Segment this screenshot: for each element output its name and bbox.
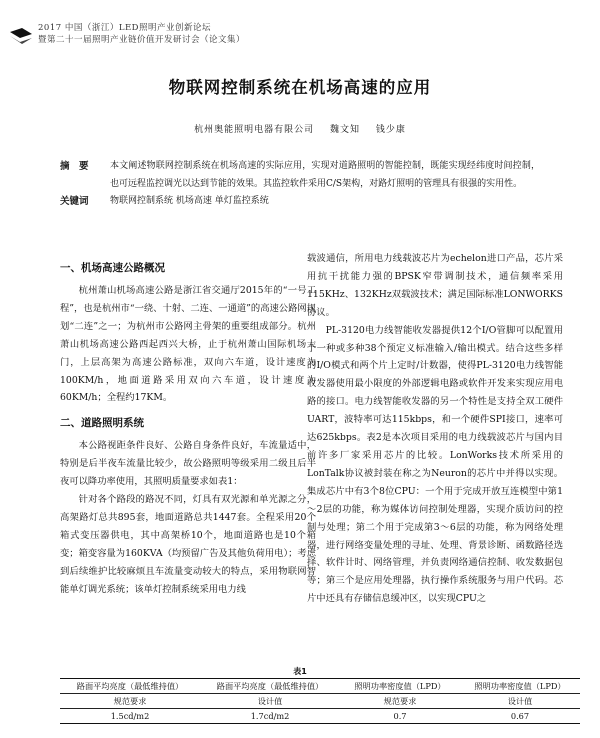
paper-title: 物联网控制系统在机场高速的应用 [168,78,432,97]
right-column [307,250,563,608]
section-2-heading: 二、道路照明系统 [60,417,144,430]
table-value-cell: 1.5cd/m2 [60,709,200,724]
author-2: 钱少康 [375,125,406,135]
table-caption: 表1 [293,667,307,676]
author-line [0,122,600,135]
author-1: 魏文知 [329,125,360,135]
table-header-cell: 照明功率密度值（LPD） [460,679,580,694]
table-value-cell: 0.7 [340,709,460,724]
keywords-label: 关键词 [60,196,89,207]
table-value-cell: 1.7cd/m2 [200,709,340,724]
table-value-cell: 0.67 [460,709,580,724]
abstract-label: 摘 要 [60,161,89,172]
table-header-cell: 路面平均亮度（最低维持值） [200,679,340,694]
running-header [38,22,245,46]
header-line-1: 2017 中国（浙江）LED照明产业创新论坛 [38,23,211,33]
keywords-text: 物联网控制系统 机场高速 单灯监控系统 [110,196,269,206]
section-2-paragraph-2: 针对各个路段的路况不同，灯具有双光源和单光源之分，高架路灯总共895套，地面道路总共1447套。全程采用20个箱式变压器供电，其中高架桥10个，地面道路也是10个箱变；箱变容量为160KVA（均预留广告及其他负荷用电）；考虑到后续维护比较麻烦且车流量变动较大的特点，采用物联网智能单灯调光系统；该单灯控制系统采用电力线 [60,494,316,595]
table-subheader-cell: 规范要求 [340,694,460,709]
table-subheader-cell: 规范要求 [60,694,200,709]
section-2-paragraph-1: 本公路视距条件良好、公路自身条件良好，车流量适中，特别是后半夜车流量比较少，故公路照明等级采用二级且后半夜可以降功率使用，其照明质量要求如表1： [60,440,316,488]
section-1-heading: 一、机场高速公路概况 [60,262,165,274]
table-header-cell: 路面平均亮度（最低维持值） [60,679,200,694]
right-paragraph-1: 载波通信，所用电力线载波芯片为echelon进口产品，芯片采用抗干扰能力强的BPSK窄带调制技术，通信频率采用115KHz、132KHz双载波技术；满足国际标准LONWORKS协议。 [307,253,563,318]
lighting-requirements-table [60,678,580,724]
abstract-text: 本文阐述物联网控制系统在机场高速的实际应用，实现对道路照明的智能控制，既能实现经纬度时间控制，也可远程监控调光以达到节能的效果。其监控软件采用C/S架构，对路灯照明的管理具有很强的实用性。 [110,161,540,189]
abstract-block [60,158,540,211]
table-subheader-cell: 设计值 [200,694,340,709]
section-1-paragraph: 杭州萧山机场高速公路是浙江省交通厅2015年的“一号工程”，也是杭州市“一绕、十射、二连、一通道”的高速公路网规划“二连”之一；为杭州市公路网主骨架的重要组成部分。杭州萧山机场高速公路西起西兴大桥，止于杭州萧山国际机场大门，上层高架为高速公路标准，双向六车道，设计速度为100KM/h，地面道路采用双向六车道，设计速度为60KM/h；全程约17KM。 [60,285,316,404]
table-header-cell: 照明功率密度值（LPD） [340,679,460,694]
affiliation: 杭州奥能照明电器有限公司 [194,125,315,135]
header-line-2: 暨第二十一届照明产业链价值开发研讨会（论文集） [38,35,246,45]
conference-logo-icon [10,28,32,44]
table-subheader-cell: 设计值 [460,694,580,709]
right-paragraph-2: PL-3120电力线智能收发器提供12个I/O管脚可以配置用于一种或多种38个预定义标准输入/输出模式。结合这些多样的I/O模式和两个片上定时/计数器，使得PL-3120电力线智能收发器使用最小限度的外部逻辑电路或软件开发来实现应用电路的接口。电力线智能收发器的另一个特性是支持全双工硬件UART，波特率可达115kbps，和一个硬件SPI接口，速率可达625kbps。表2是本次项目采用的电力线载波芯片与国内目前许多厂家采用芯片的比较。LonWorks技术所采用的LonTalk协议被封装在称之为Neuron的芯片中并得以实现。集成芯片中有3个8位CPU：一个用于完成开放互连模型中第1～2层的功能，称为媒体访问控制处理器，实现介质访问的控制与处理；第二个用于完成第3～6层的功能，称为网络处理器，进行网络变量处理的寻址、处理、背景诊断、函数路径选择、软件计时、网络管理，并负责网络通信控制、收发数据包等；第三个是应用处理器，执行操作系统服务与用户代码。芯片中还具有存储信息缓冲区，以实现CPU之 [307,324,563,605]
left-column [60,252,316,599]
